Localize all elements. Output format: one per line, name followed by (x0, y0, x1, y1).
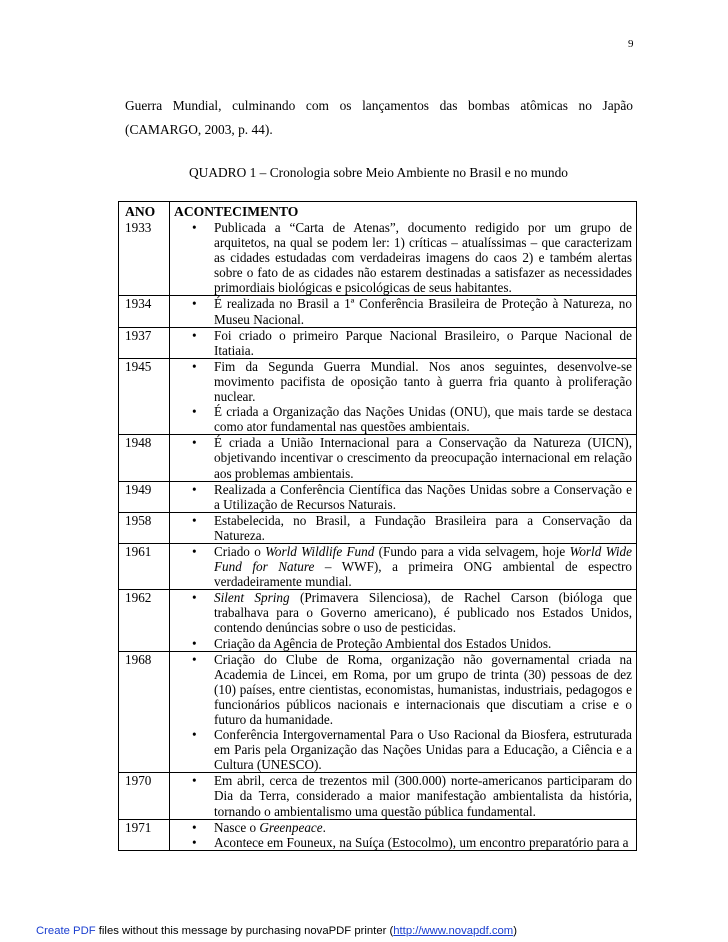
table-body (119, 220, 637, 850)
event-text: – WWF), a primeira ONG ambiental de espectro verdadeiramente mundial. (214, 559, 633, 590)
event-text: É criada a Organização das Nações Unidas (ONU), que mais tarde se destaca como ator fundamental nas questões ambientais. (214, 404, 632, 435)
bullet-icon: • (192, 220, 197, 235)
footer-close: ) (513, 925, 517, 937)
event-text: Foi criado o primeiro Parque Nacional Brasileiro, o Parque Nacional de Itatiaia. (214, 327, 632, 358)
bullet-icon: • (192, 481, 197, 497)
event-cell (170, 220, 637, 296)
event-cell (170, 512, 637, 543)
event-text: (Primavera Silenciosa), de Rachel Carson (bióloga que trabalhava para o Governo americano), é publicado nos Estados Unidos, contendo denúncias sobre o uso de pesticidas. (214, 590, 632, 636)
event-text: Criação do Clube de Roma, organização não governamental criada na Academia de Lincei, em Roma, por um grupo de trinta (30) pessoas de dez (10) países, entre cientistas, economistas, humanistas, industriais, pedagogos e funcionários públicos nacionais e internacionais que discutiam a crise e o futuro da humanidade. (214, 651, 632, 727)
year-cell: 1945 (119, 358, 170, 434)
event-item (170, 544, 636, 589)
table-row (119, 773, 637, 819)
event-text: Acontece em Founeux, na Suíça (Estocolmo), um encontro preparatório para a (214, 834, 629, 850)
event-list (170, 544, 636, 589)
novapdf-url-link[interactable]: http://www.novapdf.com (393, 925, 514, 937)
header-year: ANO (119, 202, 170, 221)
year-cell: 1949 (119, 481, 170, 512)
page-number: 9 (628, 38, 634, 50)
event-list (170, 513, 636, 543)
event-item (170, 328, 636, 358)
year-cell: 1970 (119, 773, 170, 819)
bullet-icon: • (192, 358, 197, 374)
table-row (119, 220, 637, 296)
table-row (119, 590, 637, 651)
chronology-table (118, 201, 637, 851)
year-cell: 1971 (119, 819, 170, 850)
table-row (119, 296, 637, 327)
event-list (170, 220, 636, 295)
event-item (170, 296, 636, 326)
event-list (170, 652, 636, 773)
event-text: Realizada a Conferência Científica das Nações Unidas sobre a Conservação e a Utilização de Recursos Naturais. (214, 481, 632, 512)
italic-text: Greenpeace (259, 819, 323, 835)
year-cell: 1962 (119, 590, 170, 651)
table-row (119, 819, 637, 850)
year-cell: 1958 (119, 512, 170, 543)
year-cell: 1961 (119, 543, 170, 589)
header-event: ACONTECIMENTO (170, 202, 637, 221)
bullet-icon: • (192, 651, 197, 667)
bullet-icon: • (192, 435, 197, 451)
event-cell (170, 773, 637, 819)
event-cell (170, 358, 637, 434)
italic-text: World Wide Fund for Nature (214, 543, 632, 575)
event-text: Em abril, cerca de trezentos mil (300.000) norte-americanos participaram do Dia da Terra, considerado a maior manifestação ambientalista da história, tornando o ambientalismo uma questão pública fundamental. (214, 773, 632, 819)
bullet-icon: • (192, 404, 197, 420)
italic-text: Silent Spring (214, 590, 290, 606)
event-item (170, 404, 636, 434)
event-cell (170, 819, 637, 850)
table-row (119, 543, 637, 589)
bullet-icon: • (192, 512, 197, 528)
event-list (170, 296, 636, 326)
event-text: (Fundo para a vida selvagem, hoje (374, 543, 570, 559)
event-item (170, 220, 636, 295)
bullet-icon: • (192, 327, 197, 343)
table-header-row (119, 202, 637, 221)
bullet-icon: • (192, 773, 197, 789)
event-text: Fim da Segunda Guerra Mundial. Nos anos seguintes, desenvolve-se movimento pacifista de oposição tanto à guerra fria quanto à proliferação nuclear. (214, 358, 632, 405)
event-cell (170, 651, 637, 773)
year-cell: 1937 (119, 327, 170, 358)
intro-line-1: Guerra Mundial, culminando com os lançamentos das bombas atômicas no Japão (125, 98, 633, 113)
year-cell: 1948 (119, 435, 170, 481)
event-list (170, 328, 636, 358)
table-row (119, 512, 637, 543)
event-list (170, 820, 636, 850)
table-row (119, 481, 637, 512)
event-cell (170, 435, 637, 481)
event-item (170, 636, 636, 651)
event-item (170, 359, 636, 404)
event-text: Criado o (214, 543, 266, 559)
event-item (170, 482, 636, 512)
intro-line-2: (CAMARGO, 2003, p. 44). (125, 122, 273, 137)
table-row (119, 435, 637, 481)
year-cell: 1934 (119, 296, 170, 327)
event-item (170, 652, 636, 727)
event-cell (170, 296, 637, 327)
year-cell: 1933 (119, 220, 170, 296)
table-row (119, 327, 637, 358)
bullet-icon: • (192, 543, 197, 559)
event-text: . (322, 819, 326, 835)
create-pdf-link[interactable]: Create PDF (36, 925, 96, 937)
event-item (170, 590, 636, 635)
bullet-icon: • (192, 590, 197, 606)
event-text: Criação da Agência de Proteção Ambiental dos Estados Unidos. (214, 635, 552, 651)
event-text: Nasce o (214, 819, 260, 835)
event-list (170, 435, 636, 480)
event-item (170, 835, 636, 850)
event-item (170, 727, 636, 772)
event-text: Conferência Intergovernamental Para o Uso Racional da Biosfera, estruturada em Paris pela Organização das Nações Unidas para a Educação, a Ciência e a Cultura (UNESCO). (214, 727, 632, 773)
event-cell (170, 327, 637, 358)
intro-paragraph (125, 94, 633, 142)
table-row (119, 358, 637, 434)
bullet-icon: • (192, 727, 197, 743)
event-text: Estabelecida, no Brasil, a Fundação Brasileira para a Conservação da Natureza. (214, 512, 632, 543)
event-list (170, 359, 636, 434)
year-cell: 1968 (119, 651, 170, 773)
event-text: É criada a União Internacional para a Conservação da Natureza (UICN), objetivando incentivar o crescimento da preocupação internacional em relação aos problemas ambientais. (214, 435, 632, 481)
event-text: É realizada no Brasil a 1ª Conferência Brasileira de Proteção à Natureza, no Museu Nacional. (214, 296, 632, 327)
event-item (170, 513, 636, 543)
event-item (170, 435, 636, 480)
event-list (170, 590, 636, 650)
pdf-footer (36, 925, 517, 937)
table-row (119, 651, 637, 773)
bullet-icon: • (192, 296, 197, 312)
event-cell (170, 481, 637, 512)
footer-text: files without this message by purchasing novaPDF printer ( (95, 925, 394, 937)
bullet-icon: • (192, 635, 197, 651)
italic-text: World Wildlife Fund (265, 543, 375, 559)
event-list (170, 482, 636, 512)
event-item (170, 773, 636, 818)
bullet-icon: • (192, 834, 197, 850)
event-cell (170, 543, 637, 589)
event-cell (170, 590, 637, 651)
bullet-icon: • (192, 819, 197, 835)
event-item (170, 820, 636, 835)
event-text: Publicada a “Carta de Atenas”, documento redigido por um grupo de arquitetos, na qual se podem ler: 1) críticas – atualíssimas – que caracterizam as cidades estudadas com verdadeiras imagens do caos 2) e também alertas sobre o fato de as cidades não estarem destinadas a satisfazer as necessidades primordiais biológicas e psicológicas de seus habitantes. (214, 220, 632, 296)
event-list (170, 773, 636, 818)
table-caption: QUADRO 1 – Cronologia sobre Meio Ambiente no Brasil e no mundo (189, 165, 568, 180)
